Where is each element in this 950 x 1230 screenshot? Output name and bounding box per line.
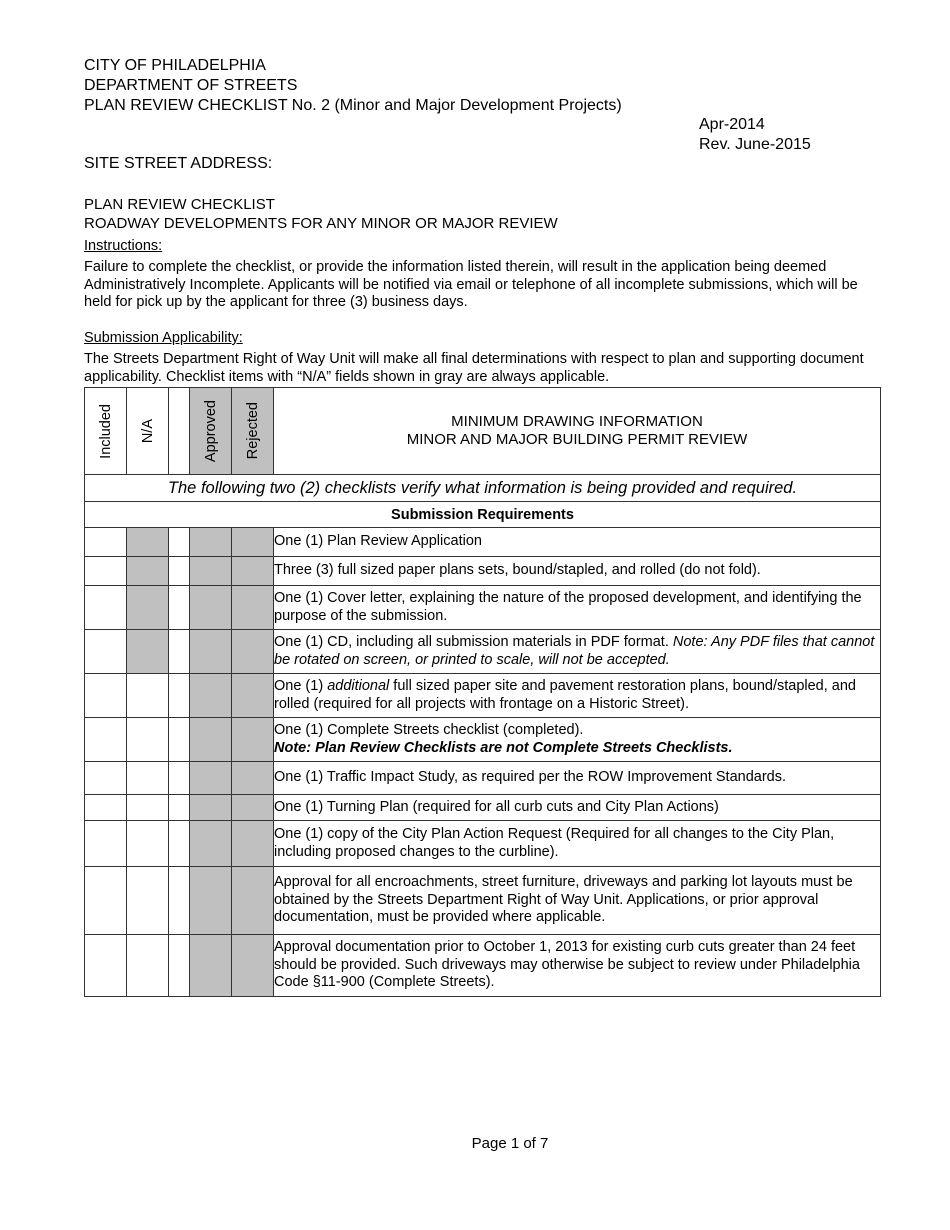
na-cell[interactable] (127, 795, 169, 821)
rejected-cell (232, 630, 274, 674)
approved-cell (190, 586, 232, 630)
rejected-cell (232, 935, 274, 997)
included-cell[interactable] (85, 674, 127, 718)
rejected-cell (232, 674, 274, 718)
included-cell[interactable] (85, 821, 127, 867)
row-text: One (1) copy of the City Plan Action Request (Required for all changes to the City Plan, including proposed changes to the curbline). (274, 821, 881, 867)
checklist-title: PLAN REVIEW CHECKLIST (84, 196, 275, 213)
approved-cell (190, 762, 232, 795)
table-title-line2: MINOR AND MAJOR BUILDING PERMIT REVIEW (406, 431, 748, 448)
included-cell[interactable] (85, 718, 127, 762)
row-note: Note: Plan Review Checklists are not Complete Streets Checklists. (274, 739, 733, 756)
rejected-cell (232, 528, 274, 557)
na-cell (127, 630, 169, 674)
revision-date: Rev. June-2015 (699, 136, 811, 153)
col-spacer-header (169, 388, 190, 475)
page-number: Page 1 of 7 (471, 1135, 549, 1152)
section-row (85, 502, 881, 528)
na-cell[interactable] (127, 821, 169, 867)
instructions-text: Failure to complete the checklist, or provide the information listed therein, will result in the application being deemed Administratively Incomplete. Applicants will be notified via email or telephone of all incomplete submissions, which will be held for pick up by the applicant for three (3) business days. (84, 259, 858, 310)
na-cell[interactable] (127, 718, 169, 762)
date-block (699, 115, 811, 155)
spacer-cell (169, 821, 190, 867)
table-row (85, 867, 881, 935)
row-text (274, 718, 881, 762)
checklist-subtitle: ROADWAY DEVELOPMENTS FOR ANY MINOR OR MAJOR REVIEW (84, 215, 558, 232)
spacer-cell (169, 795, 190, 821)
spacer-cell (169, 630, 190, 674)
row-text: One (1) Plan Review Application (274, 528, 881, 557)
included-cell[interactable] (85, 528, 127, 557)
na-cell[interactable] (127, 935, 169, 997)
na-cell[interactable] (127, 867, 169, 935)
na-cell (127, 557, 169, 586)
included-cell[interactable] (85, 630, 127, 674)
approved-cell (190, 821, 232, 867)
row-text: One (1) Traffic Impact Study, as required per the ROW Improvement Standards. (274, 762, 881, 795)
approved-cell (190, 528, 232, 557)
col-included-header: Included (85, 388, 127, 475)
table-row (85, 528, 881, 557)
col-approved-header: Approved (190, 388, 232, 475)
table-row (85, 821, 881, 867)
row-text: Approval for all encroachments, street furniture, driveways and parking lot layouts must be obtained by the Streets Department Right of Way Unit. Applications, or prior approval documentation, must be provided where applicable. (274, 867, 881, 935)
na-cell[interactable] (127, 674, 169, 718)
approved-cell (190, 718, 232, 762)
approved-cell (190, 867, 232, 935)
rejected-cell (232, 718, 274, 762)
applicability-label: Submission Applicability: (84, 330, 243, 346)
table-row (85, 557, 881, 586)
row-text-main: One (1) Complete Streets checklist (completed). (274, 722, 584, 738)
table-row (85, 762, 881, 795)
col-na-header: N/A (127, 388, 169, 475)
spacer-cell (169, 674, 190, 718)
table-row (85, 795, 881, 821)
site-address-label: SITE STREET ADDRESS: (84, 155, 273, 172)
row-text-main: One (1) CD, including all submission materials in PDF format. (274, 634, 673, 650)
header-line-department: DEPARTMENT OF STREETS (84, 77, 298, 94)
table-row (85, 718, 881, 762)
row-text: Approval documentation prior to October 1, 2013 for existing curb cuts greater than 24 feet should be provided. Such driveways may otherwise be subject to review under Philadelphia Code §11-900 (Complete Streets). (274, 935, 881, 997)
spacer-cell (169, 718, 190, 762)
row-text: Three (3) full sized paper plans sets, bound/stapled, and rolled (do not fold). (274, 557, 881, 586)
rejected-cell (232, 557, 274, 586)
approved-cell (190, 557, 232, 586)
approved-cell (190, 674, 232, 718)
row-text: One (1) additional full sized paper site and pavement restoration plans, bound/stapled, and rolled (required for all projects with frontage on a Historic Street). (274, 674, 881, 718)
spacer-cell (169, 528, 190, 557)
spacer-cell (169, 762, 190, 795)
approved-cell (190, 795, 232, 821)
col-rejected-header: Rejected (232, 388, 274, 475)
checklist-table (84, 387, 881, 997)
rejected-cell (232, 795, 274, 821)
row-text (274, 630, 881, 674)
approved-cell (190, 630, 232, 674)
table-title-line1: MINIMUM DRAWING INFORMATION (451, 413, 703, 430)
spacer-cell (169, 557, 190, 586)
row-text: One (1) Turning Plan (required for all curb cuts and City Plan Actions) (274, 795, 881, 821)
spacer-cell (169, 586, 190, 630)
intro-text: The following two (2) checklists verify what information is being provided and required. (85, 475, 881, 502)
rejected-cell (232, 867, 274, 935)
approved-cell (190, 935, 232, 997)
table-row (85, 586, 881, 630)
intro-row (85, 475, 881, 502)
issue-date: Apr-2014 (699, 116, 765, 133)
rejected-cell (232, 586, 274, 630)
included-cell[interactable] (85, 867, 127, 935)
row-text: One (1) Cover letter, explaining the nature of the proposed development, and identifying the purpose of the submission. (274, 586, 881, 630)
table-row (85, 935, 881, 997)
na-cell (127, 528, 169, 557)
included-cell[interactable] (85, 762, 127, 795)
included-cell[interactable] (85, 795, 127, 821)
spacer-cell (169, 867, 190, 935)
applicability-text: The Streets Department Right of Way Unit will make all final determinations with respect to plan and supporting document applicability. Checklist items with “N/A” fields shown in gray are always applicable. (84, 351, 864, 385)
header-line-city: CITY OF PHILADELPHIA (84, 57, 266, 74)
included-cell[interactable] (85, 557, 127, 586)
table-row (85, 630, 881, 674)
included-cell[interactable] (85, 586, 127, 630)
row-emphasis: additional (327, 678, 390, 694)
table-header-row (85, 388, 881, 475)
na-cell (127, 586, 169, 630)
instructions-label: Instructions: (84, 238, 163, 254)
rejected-cell (232, 762, 274, 795)
rejected-cell (232, 821, 274, 867)
header-line-checklist: PLAN REVIEW CHECKLIST No. 2 (Minor and Major Development Projects) (84, 97, 622, 114)
row-note: Note: Any PDF files that cannot be rotated on screen, or printed to scale, will not be accepted. (274, 634, 875, 668)
table-title (274, 388, 881, 475)
na-cell[interactable] (127, 762, 169, 795)
table-row (85, 674, 881, 718)
section-heading: Submission Requirements (85, 502, 881, 528)
spacer-cell (169, 935, 190, 997)
included-cell[interactable] (85, 935, 127, 997)
